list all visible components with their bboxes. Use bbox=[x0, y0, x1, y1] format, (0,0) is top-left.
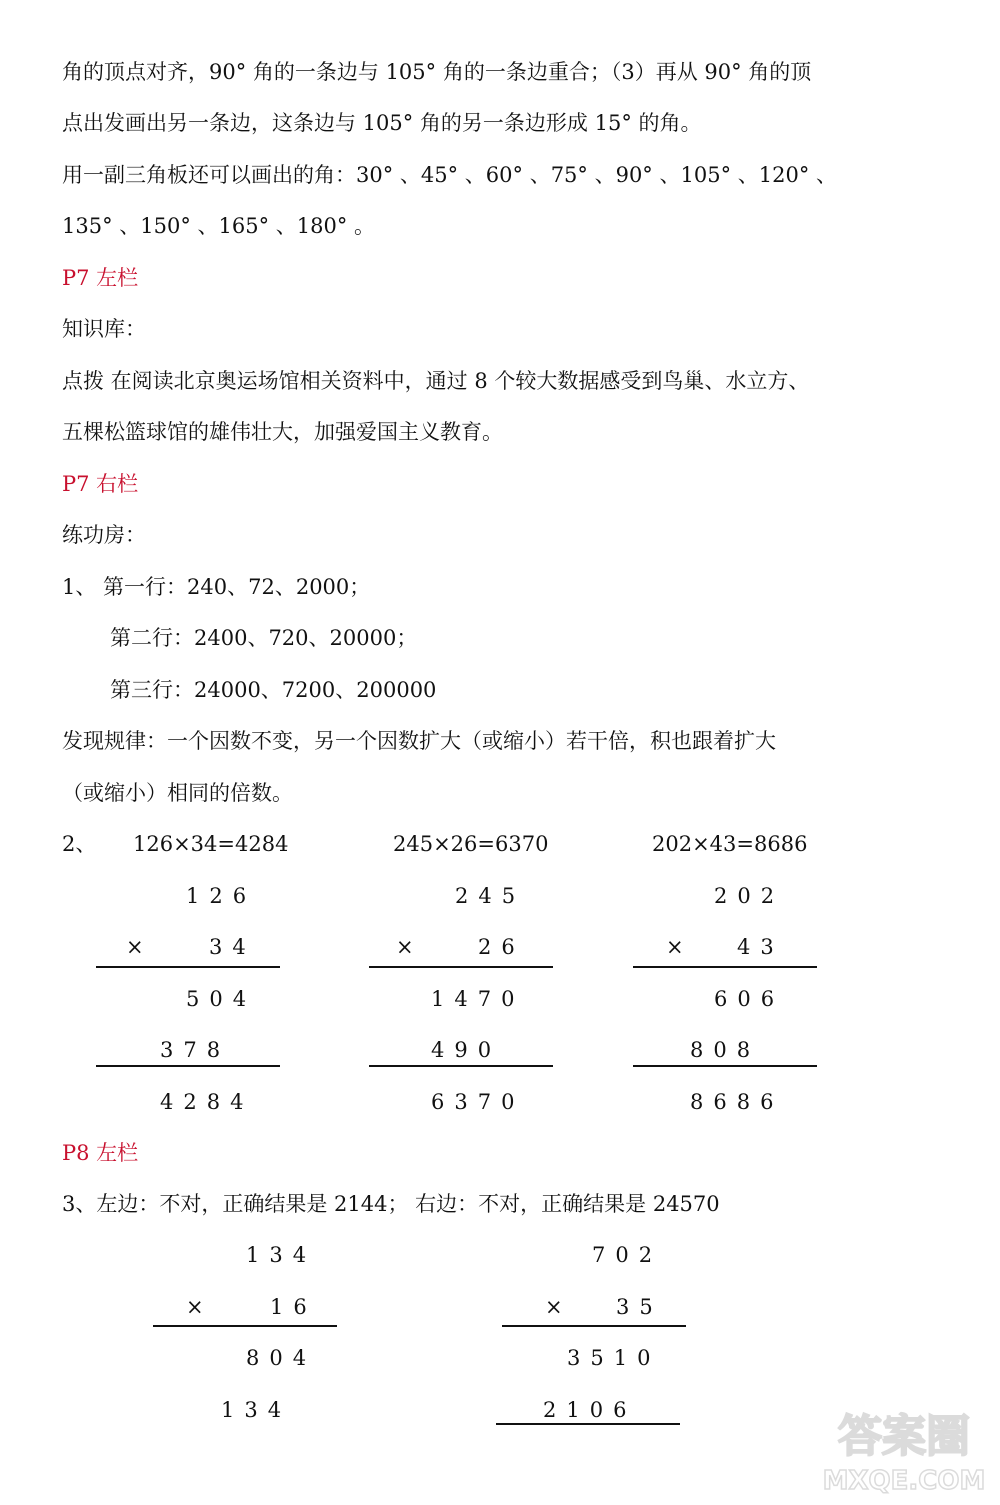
multiplier: 35 bbox=[616, 1295, 663, 1319]
partial-product: 804 bbox=[246, 1346, 317, 1370]
calc-rule bbox=[369, 1065, 553, 1067]
text-line: 用一副三角板还可以画出的角：30° 、45° 、60° 、75° 、90° 、105° 、120° 、 bbox=[62, 163, 837, 187]
answer-line: 3、左边：不对，正确结果是 2144； 右边：不对，正确结果是 24570 bbox=[62, 1192, 720, 1216]
multiplicand: 245 bbox=[455, 884, 526, 908]
calc-rule bbox=[153, 1325, 337, 1327]
times-sign: × bbox=[396, 935, 424, 959]
calc-rule bbox=[633, 1065, 817, 1067]
subheading: 知识库： bbox=[62, 317, 146, 341]
text-line: 点出发画出另一条边，这条边与 105° 角的另一条边形成 15° 的角。 bbox=[62, 111, 702, 135]
times-sign: × bbox=[126, 935, 154, 959]
partial-product: 490 bbox=[431, 1038, 502, 1062]
multiplicand: 134 bbox=[246, 1243, 317, 1267]
multiplier: 16 bbox=[270, 1295, 317, 1319]
watermark-logo bbox=[814, 1399, 994, 1499]
section-heading: P7 右栏 bbox=[62, 472, 139, 496]
text-line: 135° 、150° 、165° 、180° 。 bbox=[62, 214, 376, 238]
svg-text:MXQE.COM: MXQE.COM bbox=[822, 1466, 986, 1496]
multiplier: 43 bbox=[737, 935, 784, 959]
partial-product: 504 bbox=[186, 987, 257, 1011]
text-line: （或缩小）相同的倍数。 bbox=[62, 781, 293, 805]
question-number: 2、 bbox=[62, 832, 97, 856]
text-line: 发现规律：一个因数不变，另一个因数扩大（或缩小）若干倍，积也跟着扩大 bbox=[62, 729, 776, 753]
calc-rule bbox=[496, 1423, 680, 1425]
multiplicand: 702 bbox=[592, 1243, 663, 1267]
partial-product: 1470 bbox=[431, 987, 525, 1011]
partial-product: 808 bbox=[690, 1038, 761, 1062]
partial-product: 134 bbox=[221, 1398, 292, 1422]
equation: 126×34=4284 bbox=[133, 832, 289, 856]
multiplicand: 126 bbox=[186, 884, 257, 908]
section-heading: P8 左栏 bbox=[62, 1141, 139, 1165]
multiplier: 34 bbox=[209, 935, 256, 959]
product: 8686 bbox=[690, 1090, 784, 1114]
partial-product: 3510 bbox=[567, 1346, 661, 1370]
calc-rule bbox=[369, 966, 553, 968]
multiplicand: 202 bbox=[714, 884, 785, 908]
calc-rule bbox=[96, 966, 280, 968]
product: 4284 bbox=[160, 1090, 254, 1114]
times-sign: × bbox=[186, 1295, 214, 1319]
equation: 245×26=6370 bbox=[393, 832, 549, 856]
equation: 202×43=8686 bbox=[652, 832, 808, 856]
calc-rule bbox=[633, 966, 817, 968]
text-line: 角的顶点对齐，90° 角的一条边与 105° 角的一条边重合；（3）再从 90° 角的顶 bbox=[62, 60, 812, 84]
times-sign: × bbox=[666, 935, 694, 959]
times-sign: × bbox=[545, 1295, 573, 1319]
svg-text:答案圈: 答案圈 bbox=[838, 1411, 970, 1462]
partial-product: 606 bbox=[714, 987, 785, 1011]
answer-line: 第二行：2400、720、20000； bbox=[110, 626, 418, 650]
text-line: 五棵松篮球馆的雄伟壮大，加强爱国主义教育。 bbox=[62, 420, 503, 444]
partial-product: 2106 bbox=[543, 1398, 637, 1422]
subheading: 练功房： bbox=[62, 523, 146, 547]
answer-line: 第三行：24000、7200、200000 bbox=[110, 678, 437, 702]
text-line: 点拨 在阅读北京奥运场馆相关资料中，通过 8 个较大数据感受到鸟巢、水立方、 bbox=[62, 369, 810, 393]
section-heading: P7 左栏 bbox=[62, 266, 139, 290]
calc-rule bbox=[96, 1065, 280, 1067]
partial-product: 378 bbox=[160, 1038, 231, 1062]
multiplier: 26 bbox=[478, 935, 525, 959]
answer-line: 1、 第一行：240、72、2000； bbox=[62, 575, 371, 599]
product: 6370 bbox=[431, 1090, 525, 1114]
calc-rule bbox=[502, 1325, 686, 1327]
